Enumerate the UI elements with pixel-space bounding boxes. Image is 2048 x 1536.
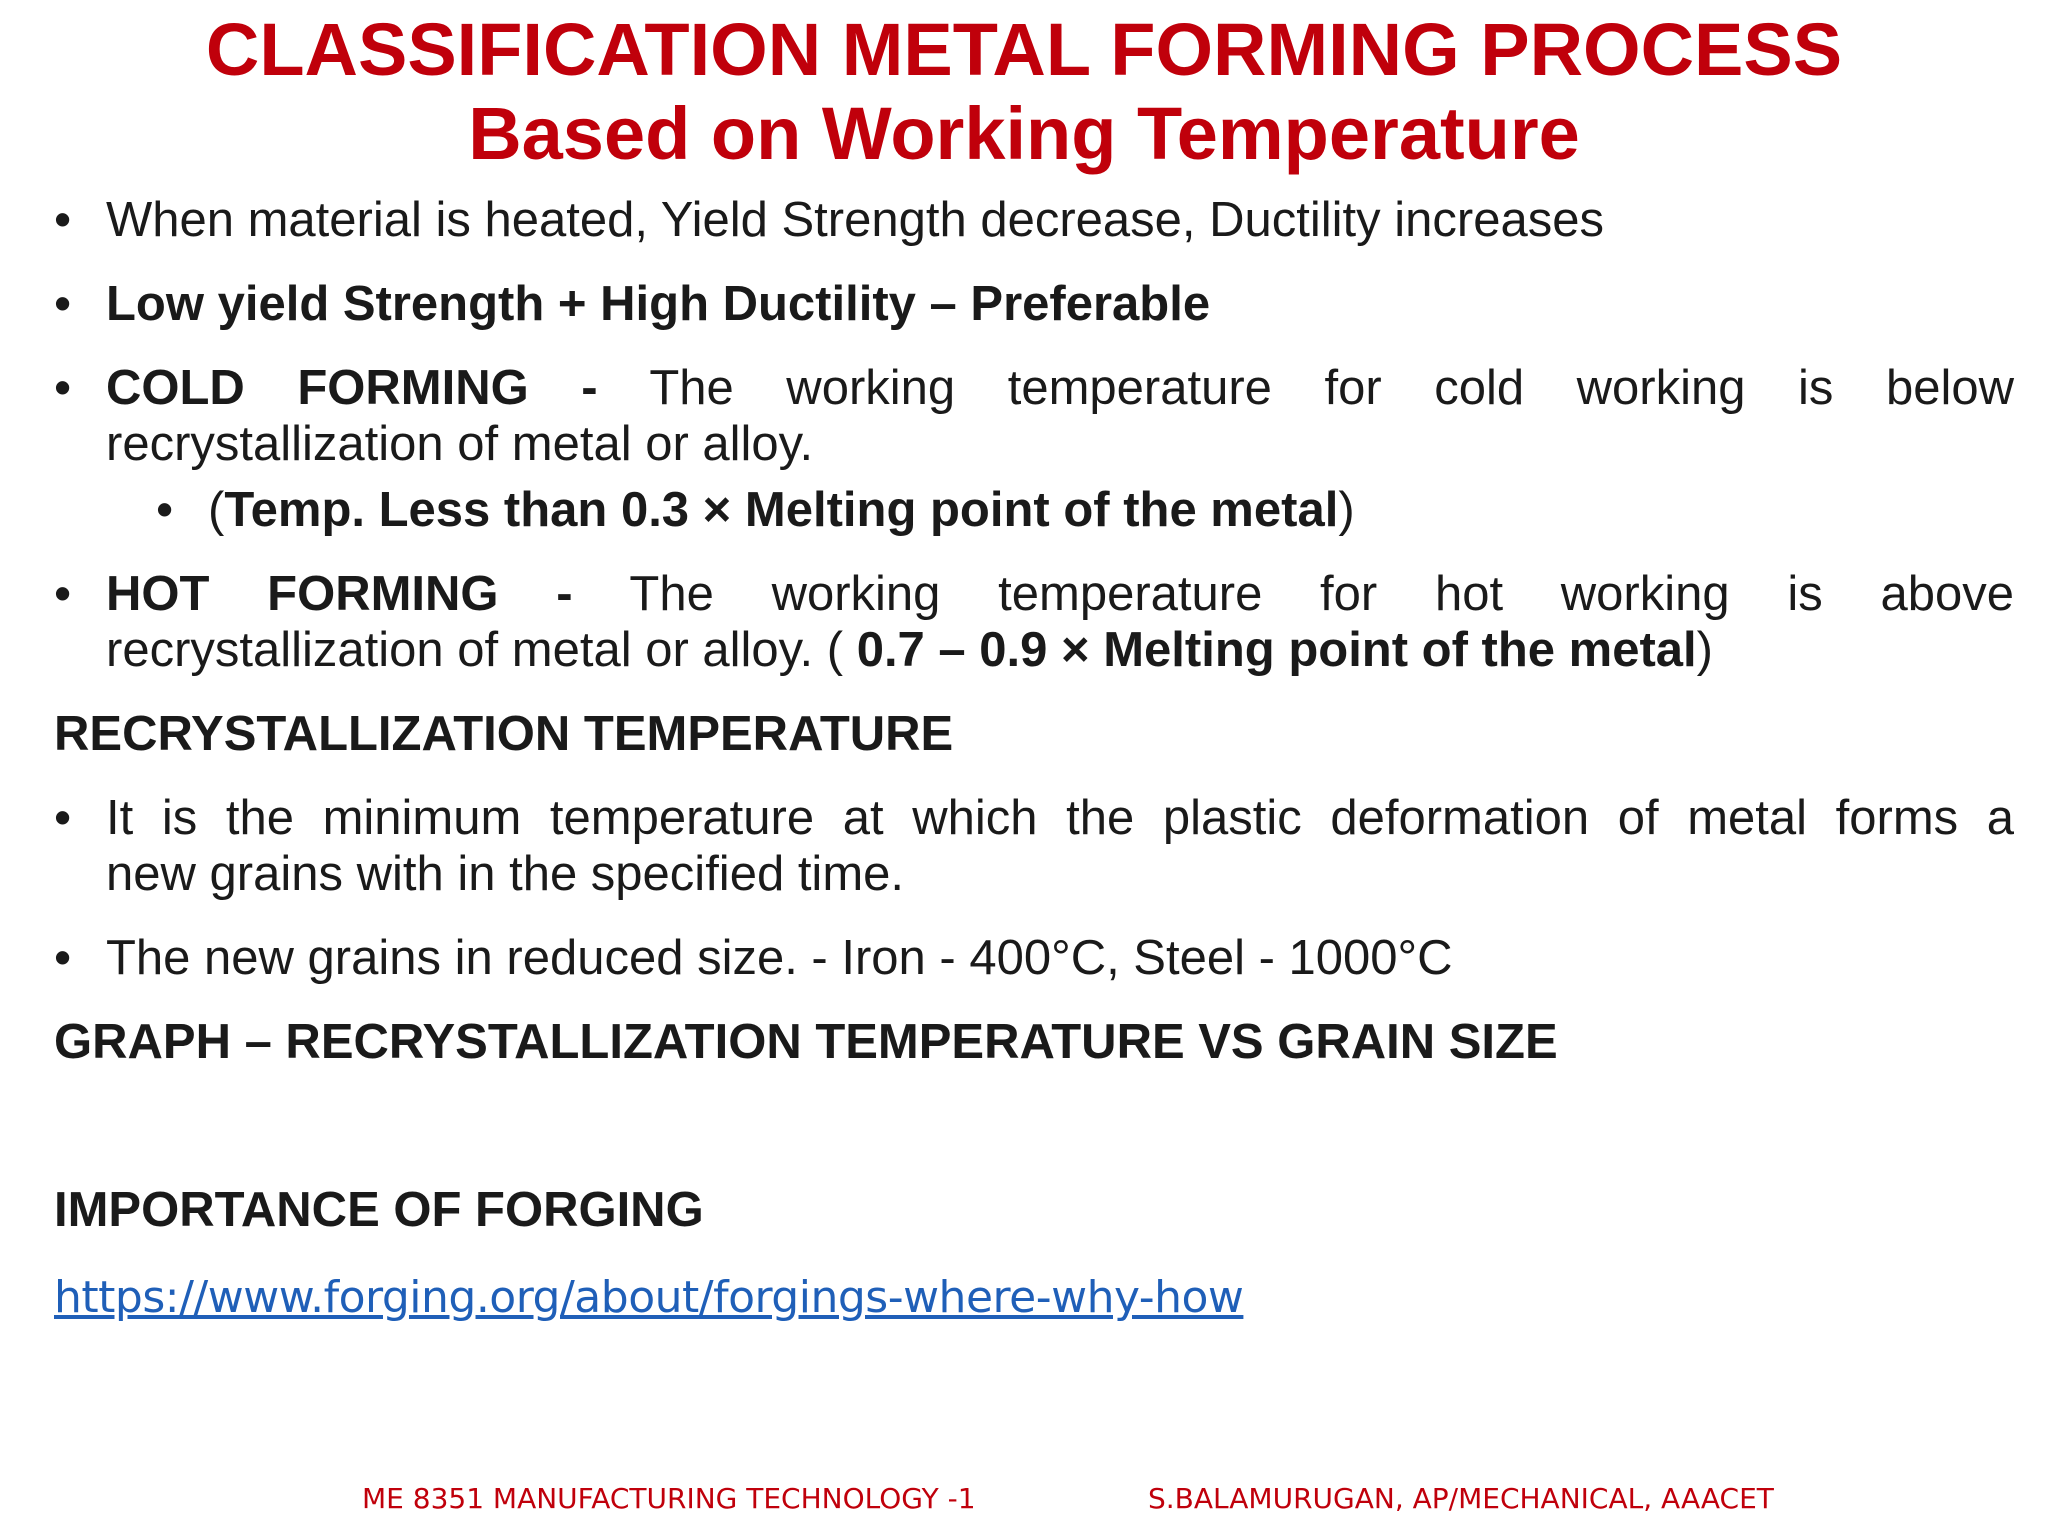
bullet-hot-forming xyxy=(54,566,2014,678)
hot-temp-text: 0.7 – 0.9 × Melting point of the metal xyxy=(856,623,1697,677)
cold-temp-text: Temp. Less than 0.3 × Melting point of the metal xyxy=(224,483,1339,537)
heading-graph: GRAPH – RECRYSTALLIZATION TEMPERATURE VS GRAIN SIZE xyxy=(54,1015,1558,1069)
footer-author: S.BALAMURUGAN, AP/MECHANICAL, AAACET xyxy=(1148,1482,1774,1515)
paren-close: ) xyxy=(1338,483,1355,537)
footer-course: ME 8351 MANUFACTURING TECHNOLOGY -1 xyxy=(362,1482,976,1515)
bullet-preferable xyxy=(54,276,2014,332)
cold-forming-line2: recrystallization of metal or alloy. xyxy=(106,417,814,471)
bullet-text: The new grains in reduced size. - Iron - 400°C, Steel - 1000°C xyxy=(106,931,1453,985)
bullet-text: When material is heated, Yield Strength decrease, Ductility increases xyxy=(106,193,1604,247)
recryst-line2: new grains with in the specified time. xyxy=(106,847,904,901)
paren-open: ( xyxy=(208,483,225,537)
cold-forming-label: COLD FORMING - xyxy=(106,361,598,415)
sub-bullet-cold-temp xyxy=(54,482,2014,538)
bullet-grain-size xyxy=(54,930,2014,986)
cold-forming-text: The working temperature for cold working is below xyxy=(649,361,2015,415)
bullet-heating-effect xyxy=(54,192,2014,248)
paren-close: ) xyxy=(1696,623,1713,677)
heading-importance-forging: IMPORTANCE OF FORGING xyxy=(54,1183,704,1237)
recryst-line1: • It is the minimum temperature at which the plastic deformation of metal forms a xyxy=(106,791,2014,845)
bullet-text: Low yield Strength + High Ductility – Preferable xyxy=(106,277,1211,331)
hot-forming-text2: recrystallization of metal or alloy. ( xyxy=(106,623,844,677)
hot-forming-label: HOT FORMING - xyxy=(106,567,573,621)
forging-link[interactable]: https://www.forging.org/about/forgings-where-why-how xyxy=(54,1272,1244,1323)
bullet-recrystallization-definition xyxy=(54,790,2014,902)
slide-content xyxy=(54,192,2014,1326)
slide-title: CLASSIFICATION METAL FORMING PROCESS xyxy=(205,8,1843,91)
cold-forming-line1 xyxy=(106,360,2014,416)
hot-forming-line1 xyxy=(106,566,2014,622)
bullet-cold-forming xyxy=(54,360,2014,472)
slide-subtitle: Based on Working Temperature xyxy=(468,92,1580,175)
hot-forming-line2 xyxy=(106,622,2014,678)
link-container xyxy=(54,1268,2014,1326)
hot-forming-text: The working temperature for hot working is above xyxy=(629,567,2014,621)
heading-recrystallization: RECRYSTALLIZATION TEMPERATURE xyxy=(54,707,954,761)
